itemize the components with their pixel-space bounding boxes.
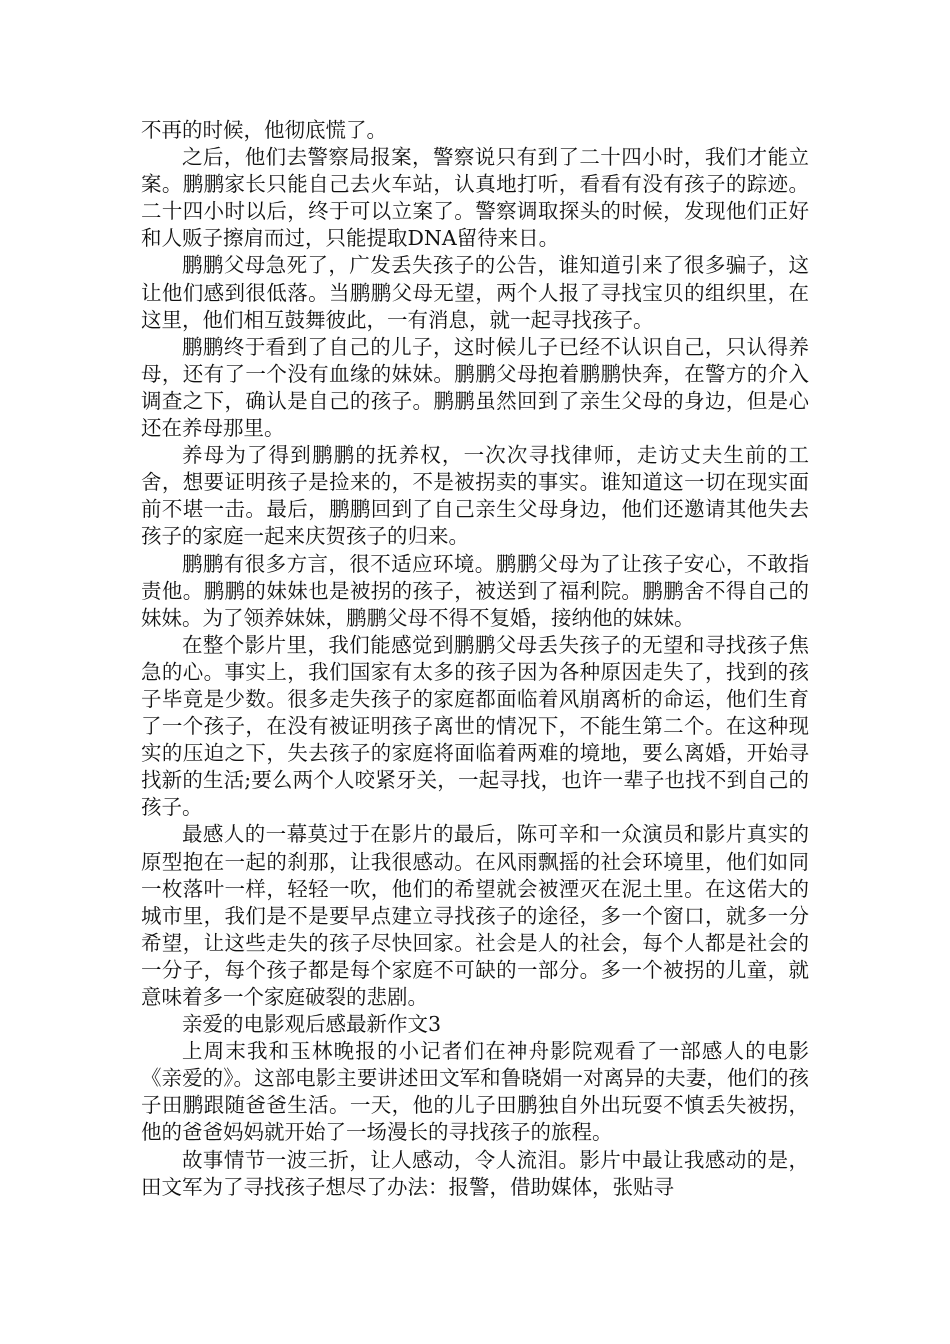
paragraph-8: 最感人的一幕莫过于在影片的最后，陈可辛和一众演员和影片真实的原型抱在一起的刹那，让我很感动。在风雨飘摇的社会环境里，他们如同一枚落叶一样，轻轻一吹，他们的希望就会被湮灭在泥土里。在这偌大的城市里，我们是不是要早点建立寻找孩子的途径，多一个窗口，就多一分希望，让这些走失的孩子尽快回家。社会是人的社会，每个人都是社会的一分子，每个孩子都是每个家庭不可缺的一部分。多一个被拐的儿童，就意味着多一个家庭破裂的悲剧。 xyxy=(141,822,809,1009)
paragraph-2: 之后，他们去警察局报案，警察说只有到了二十四小时，我们才能立案。鹏鹏家长只能自己去火车站，认真地打听，看看有没有孩子的踪迹。二十四小时以后，终于可以立案了。警察调取探头的时候，发现他们正好和人贩子擦肩而过，只能提取DNA留待来日。 xyxy=(141,145,809,251)
paragraph-7: 在整个影片里，我们能感觉到鹏鹏父母丢失孩子的无望和寻找孩子焦急的心。事实上，我们国家有太多的孩子因为各种原因走失了，找到的孩子毕竟是少数。很多走失孩子的家庭都面临着风崩离析的命运，他们生育了一个孩子，在没有被证明孩子离世的情况下，不能生第二个。在这种现实的压迫之下，失去孩子的家庭将面临着两难的境地，要么离婚，开始寻找新的生活;要么两个人咬紧牙关，一起寻找，也许一辈子也找不到自己的孩子。 xyxy=(141,632,809,820)
paragraph-10: 故事情节一波三折，让人感动，令人流泪。影片中最让我感动的是，田文军为了寻找孩子想尽了办法：报警，借助媒体，张贴寻 xyxy=(141,1147,809,1199)
paragraph-4: 鹏鹏终于看到了自己的儿子，这时候儿子已经不认识自己，只认得养母，还有了一个没有血缘的妹妹。鹏鹏父母抱着鹏鹏快奔，在警方的介入调查之下，确认是自己的孩子。鹏鹏虽然回到了亲生父母的身边，但是心还在养母那里。 xyxy=(141,334,809,441)
paragraph-5: 养母为了得到鹏鹏的抚养权，一次次寻找律师，走访丈夫生前的工舍，想要证明孩子是捡来的，不是被拐卖的事实。谁知道这一切在现实面前不堪一击。最后，鹏鹏回到了自己亲生父母身边，他们还邀请其他失去孩子的家庭一起来庆贺孩子的归来。 xyxy=(141,443,809,549)
section-heading: 亲爱的电影观后感最新作文3 xyxy=(182,1012,442,1037)
paragraph-1: 不再的时候，他彻底慌了。 xyxy=(141,118,387,142)
document-page xyxy=(141,117,809,1201)
paragraph-6: 鹏鹏有很多方言，很不适应环境。鹏鹏父母为了让孩子安心，不敢指责他。鹏鹏的妹妹也是被拐的孩子，被送到了福利院。鹏鹏舍不得自己的妹妹。为了领养妹妹，鹏鹏父母不得不复婚，接纳他的妹妹。 xyxy=(141,551,809,630)
paragraph-3: 鹏鹏父母急死了，广发丢失孩子的公告，谁知道引来了很多骗子，这让他们感到很低落。当鹏鹏父母无望，两个人报了寻找宝贝的组织里，在这里，他们相互鼓舞彼此，一有消息，就一起寻找孩子。 xyxy=(141,253,809,332)
paragraph-9: 上周末我和玉林晚报的小记者们在神舟影院观看了一部感人的电影《亲爱的》。这部电影主要讲述田文军和鲁晓娟一对离异的夫妻，他们的孩子田鹏跟随爸爸生活。一天，他的儿子田鹏独自外出玩耍不慎丢失被拐，他的爸爸妈妈就开始了一场漫长的寻找孩子的旅程。 xyxy=(141,1039,809,1145)
